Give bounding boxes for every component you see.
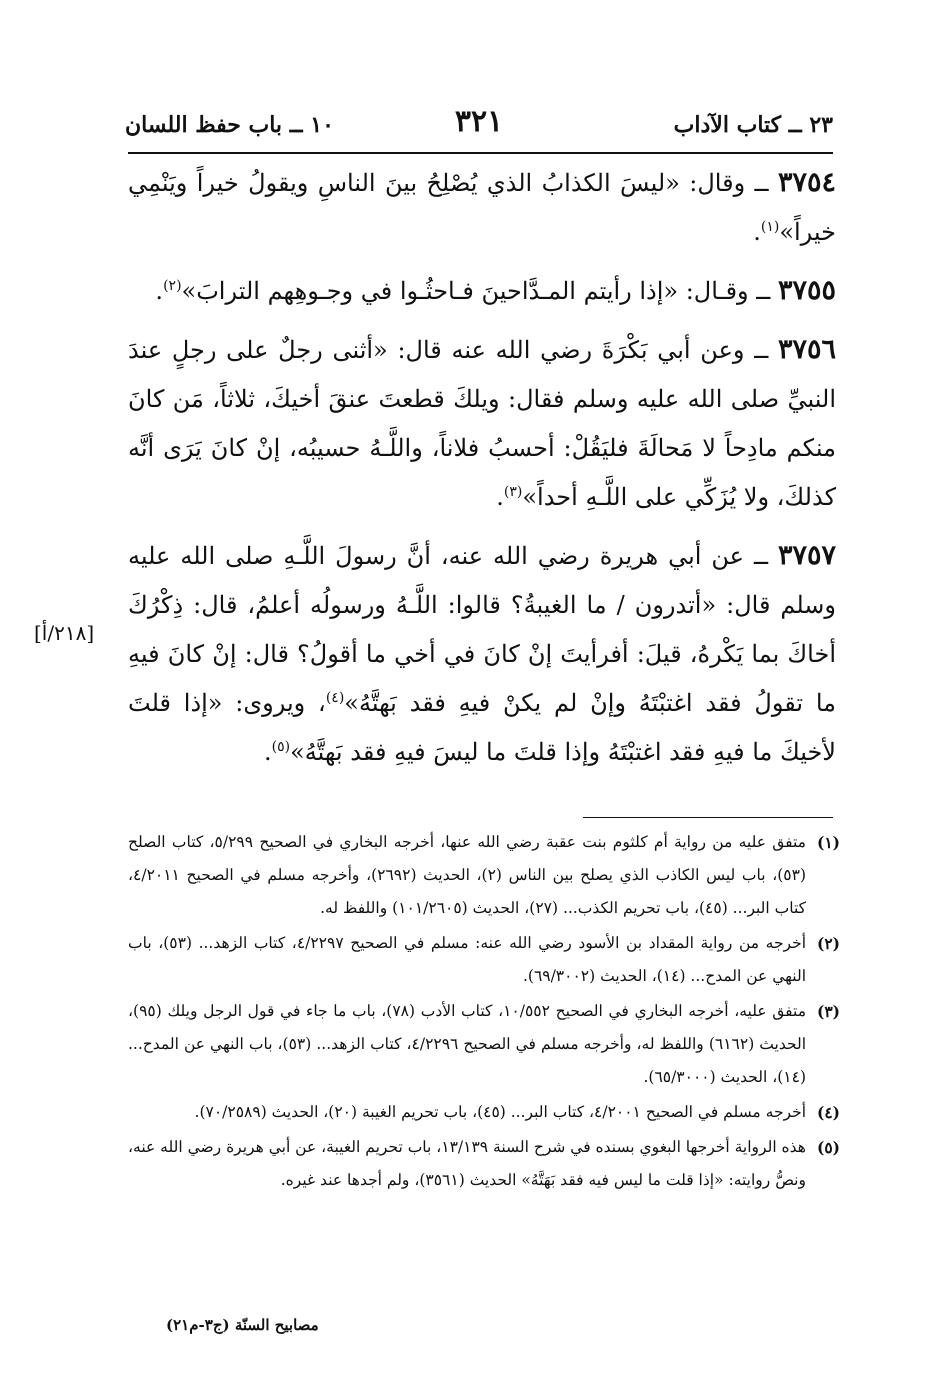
manuscript-folio-marker: [٢١٨/أ] [34, 621, 95, 645]
footnote [128, 927, 840, 993]
hadith-entry [128, 158, 836, 257]
hadith-entry [128, 266, 836, 316]
footnote-ref: (١) [760, 219, 780, 235]
section-title: ١٠ ــ باب حفظ اللسان [125, 112, 334, 138]
chapter-title: ٢٣ ــ كتاب الآداب [673, 112, 833, 138]
hadith-end: . [263, 738, 272, 766]
footnote [128, 995, 840, 1094]
footnote-ref: (٥) [271, 739, 291, 755]
hadith-number: ٣٧٥٧ [777, 540, 836, 571]
hadith-number: ٣٧٥٤ [777, 167, 836, 198]
hadith-text-continued: ، ويروى: «إذا قلتَ لأخيكَ ما فيهِ فقد اغتبْتَهُ وإذا قلتَ ما ليسَ فيهِ فقد بَهتَّهُ» [128, 689, 836, 766]
hadith-entry [128, 531, 836, 777]
footnote-ref: (٤) [325, 690, 345, 706]
hadith-number: ٣٧٥٦ [777, 334, 836, 365]
footnote [128, 1131, 840, 1197]
main-text [128, 158, 836, 786]
footnote [128, 826, 840, 925]
hadith-end: . [496, 483, 504, 511]
footnote-ref: (٢) [163, 278, 182, 294]
hadith-text: ــ وقـال: «إذا رأيتم المـدَّاحينَ فـاحثُـوا في وجـوهِهم الترابَ» [181, 277, 771, 305]
footnote-number: (١) [816, 833, 840, 852]
footnote-separator [583, 817, 833, 818]
footnote [128, 1096, 840, 1129]
footnote-number: (٤) [816, 1103, 840, 1122]
footnote-text: أخرجه مسلم في الصحيح ٤/٢٠٠١، كتاب البر... (٤٥)، باب تحريم الغيبة (٢٠)، الحديث (٧٠/٢٥٨٩). [194, 1103, 806, 1121]
footnote-text: متفق عليه من رواية أم كلثوم بنت عقبة رضي الله عنها، أخرجه البخاري في الصحيح ٥/٢٩٩، كتاب الصلح (٥٣)، باب ليس الكاذب الذي يصلح بين الناس (٢)، الحديث (٢٦٩٢)، وأخرجه مسلم في الصحيح ٤/٢٠١١، كتاب البر... (٤٥)، باب تحريم الكذب... (٢٧)، الحديث (١٠١/٢٦٠٥) واللفظ له. [128, 833, 806, 917]
printer-signature: مصابيح السنّة (ج٣-م٢١) [166, 1316, 319, 1334]
hadith-end: . [155, 277, 164, 305]
footnote-number: (٥) [816, 1138, 840, 1157]
page-number: ٣٢١ [454, 104, 504, 139]
hadith-number: ٣٧٥٥ [777, 275, 836, 306]
footnote-number: (٢) [816, 934, 840, 953]
header-rule [128, 152, 833, 154]
footnote-text: هذه الرواية أخرجها البغوي بسنده في شرح السنة ١٣/١٣٩، باب تحريم الغيبة، عن أبي هريرة رضي الله عنه، ونصُّ روايته: «إذا قلت ما ليس فيه فقد بَهَتَّهُ» الحديث (٣٥٦١)، ولم أجدها عند غيره. [128, 1138, 806, 1189]
footnotes [128, 826, 840, 1199]
hadith-end: . [753, 218, 761, 246]
footnote-text: متفق عليه، أخرجه البخاري في الصحيح ١٠/٥٥٢، كتاب الأدب (٧٨)، باب ما جاء في قول الرجل ويلك (٩٥)، الحديث (٦١٦٢) واللفظ له، وأخرجه مسلم في الصحيح ٤/٢٢٩٦، كتاب الزهد... (٥٣)، باب النهي عن المدح... (١٤)، الحديث (٦٥/٣٠٠٠). [128, 1002, 807, 1086]
footnote-text: أخرجه من رواية المقداد بن الأسود رضي الله عنه: مسلم في الصحيح ٤/٢٢٩٧، كتاب الزهد... (٥٣)، باب النهي عن المدح... (١٤)، الحديث (٦٩/٣٠٠٢). [128, 934, 807, 985]
hadith-text: ــ عن أبي هريرة رضي الله عنه، أنَّ رسولَ اللَّـهِ صلى الله عليه وسلم قال: «أتدرون / ما الغيبةُ؟ قالوا: اللَّـهُ ورسولُه أعلمُ، قال: ذِكْرُكَ أخاكَ بما يَكْرهُ، قيلَ: أفرأيتَ إنْ كانَ في أخي ما أقولُ؟ قال: إنْ كانَ فيهِ ما تقولُ فقد اغتبْتَهُ وإنْ لم يكنْ فيهِ فقد بَهتَّهُ» [128, 542, 836, 717]
hadith-entry [128, 325, 836, 522]
hadith-text: ــ وعن أبي بَكْرَةَ رضي الله عنه قال: «أثنى رجلٌ على رجلٍ عندَ النبيِّ صلى الله عليه وسلم فقال: ويلكَ قطعتَ عنقَ أخيكَ، ثلاثاً، مَن كانَ منكم مادِحاً لا مَحالَةَ فليَقُلْ: أحسبُ فلاناً، واللَّـهُ حسيبُه، إنْ كانَ يَرَى أنَّه كذلكَ، ولا يُزَكِّي على اللَّـهِ أحداً» [128, 336, 836, 511]
footnote-ref: (٣) [503, 484, 523, 500]
hadith-text: ــ وقال: «ليسَ الكذابُ الذي يُصْلِحُ بينَ الناسِ ويقولُ خيراً ويَنْمِي خيراً» [128, 169, 836, 246]
running-header [125, 104, 833, 148]
footnote-number: (٣) [816, 1002, 840, 1021]
